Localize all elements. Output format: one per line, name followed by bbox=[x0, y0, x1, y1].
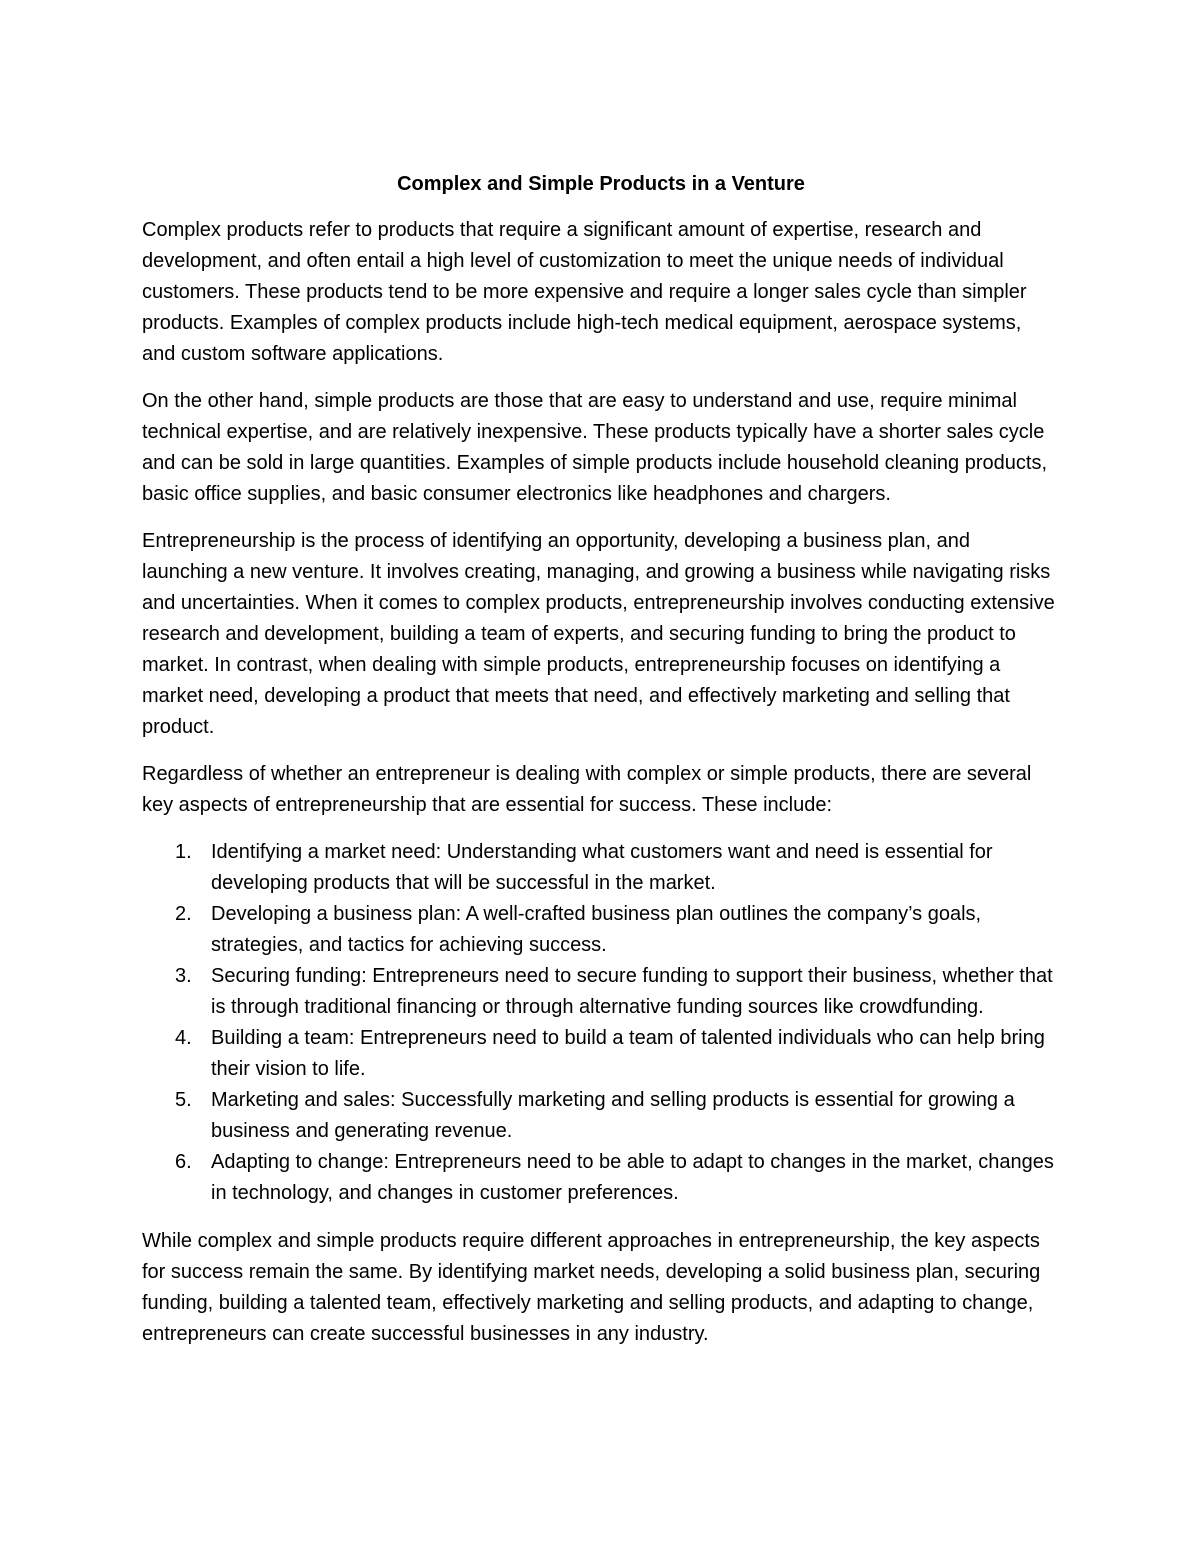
list-item-text: Securing funding: Entrepreneurs need to secure funding to support their business, whether that is through traditional financing or through alternative funding sources like crowdfunding. bbox=[211, 965, 1053, 1018]
list-item-text: Adapting to change: Entrepreneurs need to be able to adapt to changes in the market, changes in technology, and changes in customer preferences. bbox=[211, 1151, 1054, 1204]
list-item-number: 2. bbox=[175, 903, 192, 925]
paragraph-conclusion: While complex and simple products require different approaches in entrepreneurship, the key aspects for success remain the same. By identifying market needs, developing a solid business plan, securing funding, building a talented team, effectively marketing and selling products, and adapting to change, entrepreneurs can create successful businesses in any industry. bbox=[142, 1230, 1041, 1345]
list-item bbox=[142, 899, 1060, 961]
list-item-text: Marketing and sales: Successfully marketing and selling products is essential for growing a business and generating revenue. bbox=[211, 1089, 1015, 1142]
list-item-number: 4. bbox=[175, 1027, 192, 1049]
list-item bbox=[142, 1147, 1060, 1209]
list-item-number: 3. bbox=[175, 965, 192, 987]
list-item-number: 5. bbox=[175, 1089, 192, 1111]
paragraph-complex-products: Complex products refer to products that require a significant amount of expertise, research and development, and often entail a high level of customization to meet the unique needs of individual customers. These products tend to be more expensive and require a longer sales cycle than simpler products. Examples of complex products include high-tech medical equipment, aerospace systems, and custom software applications. bbox=[142, 219, 1027, 365]
list-item bbox=[142, 961, 1060, 1023]
key-aspects-list bbox=[142, 837, 1060, 1209]
paragraph-simple-products: On the other hand, simple products are those that are easy to understand and use, require minimal technical expertise, and are relatively inexpensive. These products typically have a shorter sales cycle and can be sold in large quantities. Examples of simple products include household cleaning products, basic office supplies, and basic consumer electronics like headphones and chargers. bbox=[142, 390, 1047, 505]
document-title: Complex and Simple Products in a Venture bbox=[397, 173, 805, 195]
list-item bbox=[142, 837, 1060, 899]
list-item-number: 1. bbox=[175, 841, 192, 863]
list-item-text: Building a team: Entrepreneurs need to build a team of talented individuals who can help bring their vision to life. bbox=[211, 1027, 1045, 1080]
paragraph-entrepreneurship: Entrepreneurship is the process of identifying an opportunity, developing a business plan, and launching a new venture. It involves creating, managing, and growing a business while navigating risks and uncertainties. When it comes to complex products, entrepreneurship involves conducting extensive research and development, building a team of experts, and securing funding to bring the product to market. In contrast, when dealing with simple products, entrepreneurship focuses on identifying a market need, developing a product that meets that need, and effectively marketing and selling that product. bbox=[142, 530, 1055, 738]
paragraph-key-aspects-intro: Regardless of whether an entrepreneur is dealing with complex or simple products, there are several key aspects of entrepreneurship that are essential for success. These include: bbox=[142, 763, 1032, 816]
list-item-text: Developing a business plan: A well-crafted business plan outlines the company’s goals, strategies, and tactics for achieving success. bbox=[211, 903, 982, 956]
list-item bbox=[142, 1023, 1060, 1085]
document-body bbox=[142, 170, 1060, 1366]
list-item-number: 6. bbox=[175, 1151, 192, 1173]
list-item bbox=[142, 1085, 1060, 1147]
list-item-text: Identifying a market need: Understanding what customers want and need is essential for developing products that will be successful in the market. bbox=[211, 841, 993, 894]
